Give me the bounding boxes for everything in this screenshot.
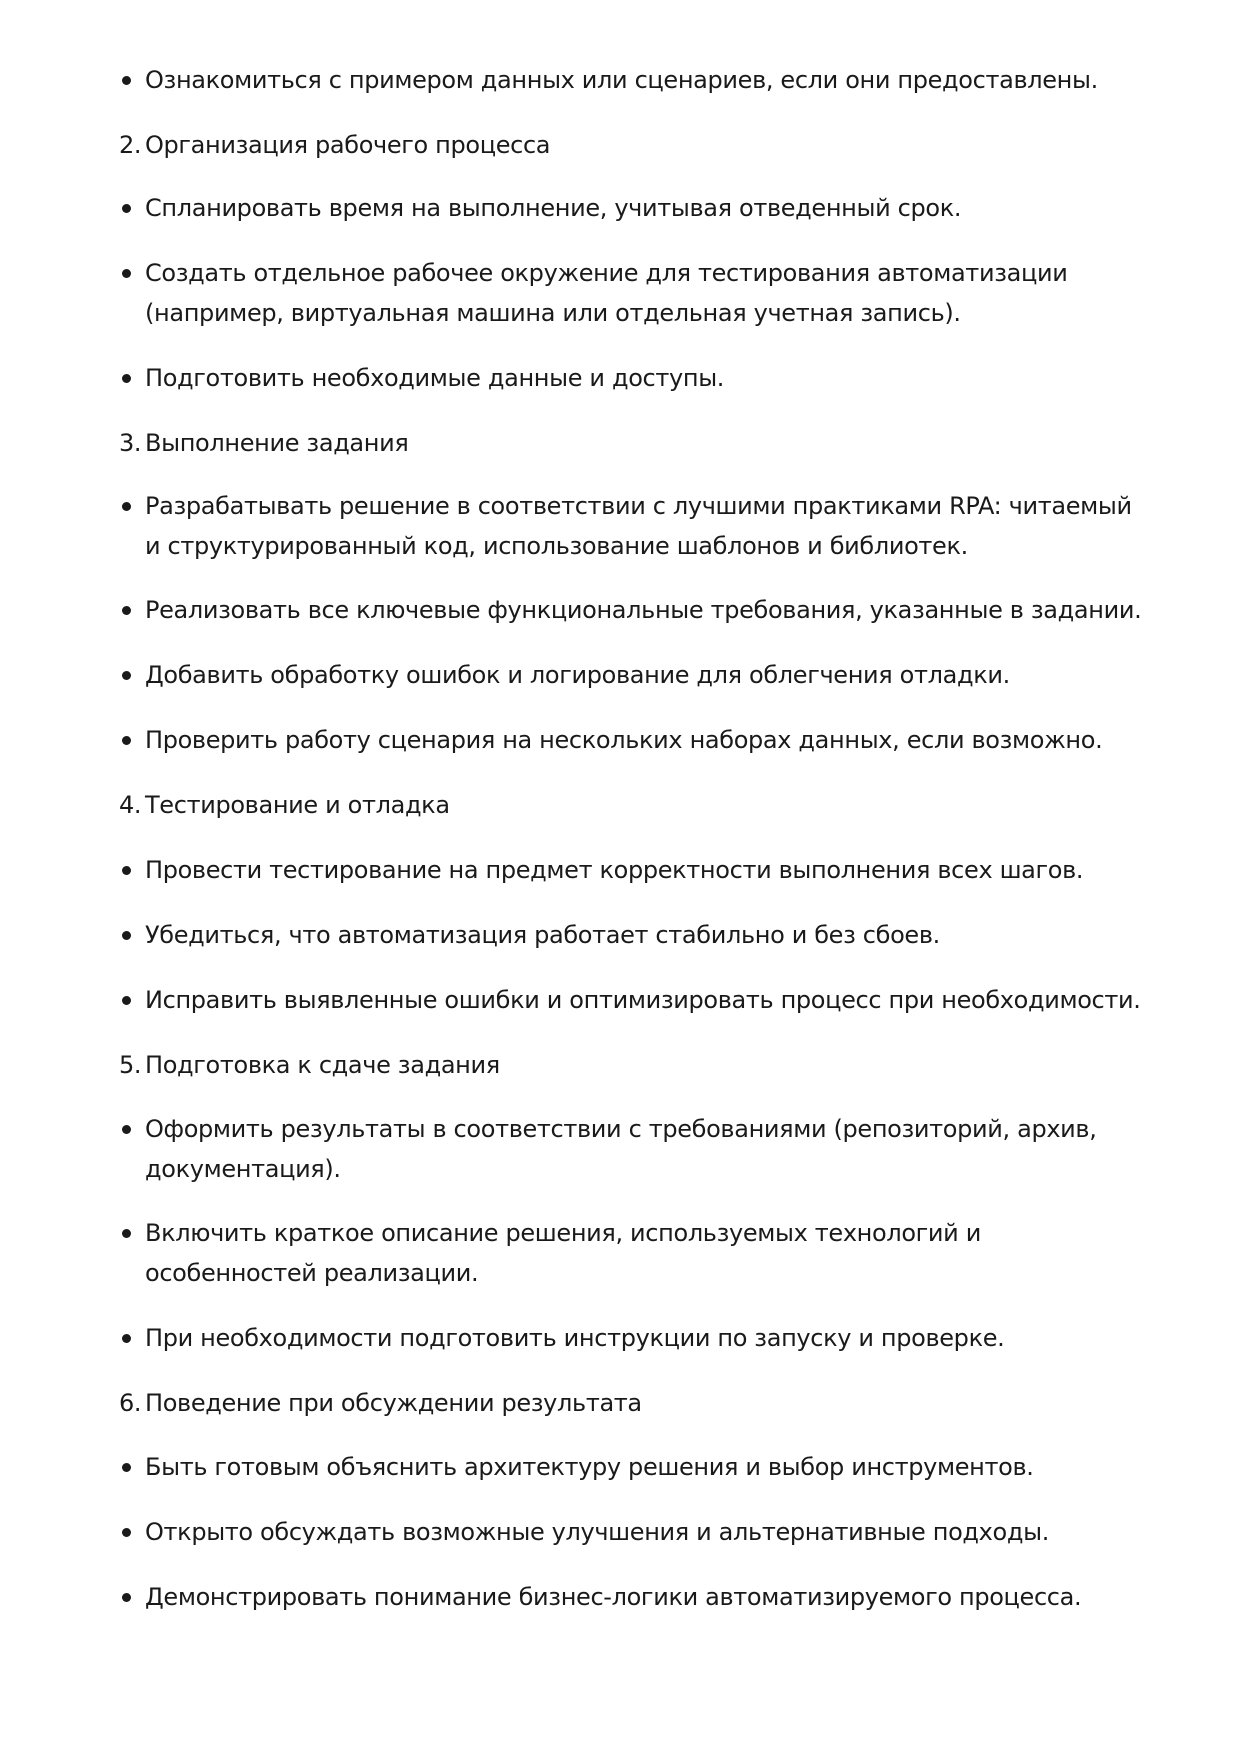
list-item-text: Добавить обработку ошибок и логирование для облегчения отладки. (145, 661, 1010, 689)
section-number: 6. (119, 1389, 142, 1417)
list-item (145, 1109, 1135, 1189)
list-item (145, 850, 1135, 890)
list-item-text: Убедиться, что автоматизация работает стабильно и без сбоев. (145, 921, 940, 949)
list-item (145, 486, 1135, 566)
section-heading (119, 785, 1135, 825)
list-item (145, 720, 1135, 760)
list-item-text: Ознакомиться с примером данных или сценариев, если они предоставлены. (145, 66, 1098, 94)
list-item-text: Открыто обсуждать возможные улучшения и альтернативные подходы. (145, 1518, 1049, 1546)
section-title: Организация рабочего процесса (145, 131, 551, 159)
list-item (145, 60, 1135, 100)
bullet-icon (122, 1334, 131, 1343)
list-item (145, 1512, 1135, 1552)
bullet-icon (122, 736, 131, 745)
bullet-icon (122, 606, 131, 615)
bullet-icon (122, 931, 131, 940)
section-heading (119, 423, 1135, 463)
section-title: Подготовка к сдаче задания (145, 1051, 500, 1079)
bullet-icon (122, 76, 131, 85)
bullet-icon (122, 502, 131, 511)
section-number: 3. (119, 429, 142, 457)
list-item (145, 915, 1135, 955)
list-item-text: Реализовать все ключевые функциональные требования, указанные в задании. (145, 596, 1142, 624)
bullet-icon (122, 204, 131, 213)
bullet-icon (122, 866, 131, 875)
list-item (145, 358, 1135, 398)
bullet-icon (122, 269, 131, 278)
bullet-icon (122, 1528, 131, 1537)
list-item (145, 1447, 1135, 1487)
bullet-icon (122, 1229, 131, 1238)
section-title: Тестирование и отладка (145, 791, 450, 819)
section-number: 4. (119, 791, 142, 819)
list-item-text: Разрабатывать решение в соответствии с лучшими практиками RPA: читаемый и структурированный код, использование шаблонов и библиотек. (145, 492, 1132, 560)
bullet-icon (122, 374, 131, 383)
bullet-icon (122, 996, 131, 1005)
list-item (145, 1213, 1135, 1293)
bullet-icon (122, 1463, 131, 1472)
bullet-icon (122, 671, 131, 680)
bullet-icon (122, 1593, 131, 1602)
list-item (145, 1577, 1135, 1617)
list-item-text: При необходимости подготовить инструкции по запуску и проверке. (145, 1324, 1005, 1352)
list-item-text: Быть готовым объяснить архитектуру решения и выбор инструментов. (145, 1453, 1034, 1481)
list-item-text: Оформить результаты в соответствии с требованиями (репозиторий, архив, документация). (145, 1115, 1097, 1183)
list-item (145, 590, 1142, 630)
section-number: 5. (119, 1051, 142, 1079)
list-item (145, 253, 1135, 333)
list-item-text: Включить краткое описание решения, используемых технологий и особенностей реализации. (145, 1219, 981, 1287)
list-item (145, 1318, 1135, 1358)
list-item (145, 980, 1141, 1020)
list-item-text: Исправить выявленные ошибки и оптимизировать процесс при необходимости. (145, 986, 1141, 1014)
list-item (145, 655, 1135, 695)
list-item-text: Подготовить необходимые данные и доступы. (145, 364, 725, 392)
list-item-text: Провести тестирование на предмет корректности выполнения всех шагов. (145, 856, 1084, 884)
section-heading (119, 1383, 1135, 1423)
list-item-text: Создать отдельное рабочее окружение для тестирования автоматизации (например, виртуальная машина или отдельная учетная запись). (145, 259, 1068, 327)
list-item (145, 188, 1135, 228)
section-number: 2. (119, 131, 142, 159)
bullet-icon (122, 1125, 131, 1134)
list-item-text: Спланировать время на выполнение, учитывая отведенный срок. (145, 194, 962, 222)
section-title: Выполнение задания (145, 429, 409, 457)
list-item-text: Демонстрировать понимание бизнес-логики автоматизируемого процесса. (145, 1583, 1082, 1611)
section-heading (119, 1045, 1135, 1085)
section-title: Поведение при обсуждении результата (145, 1389, 642, 1417)
section-heading (119, 125, 1135, 165)
list-item-text: Проверить работу сценария на нескольких наборах данных, если возможно. (145, 726, 1103, 754)
